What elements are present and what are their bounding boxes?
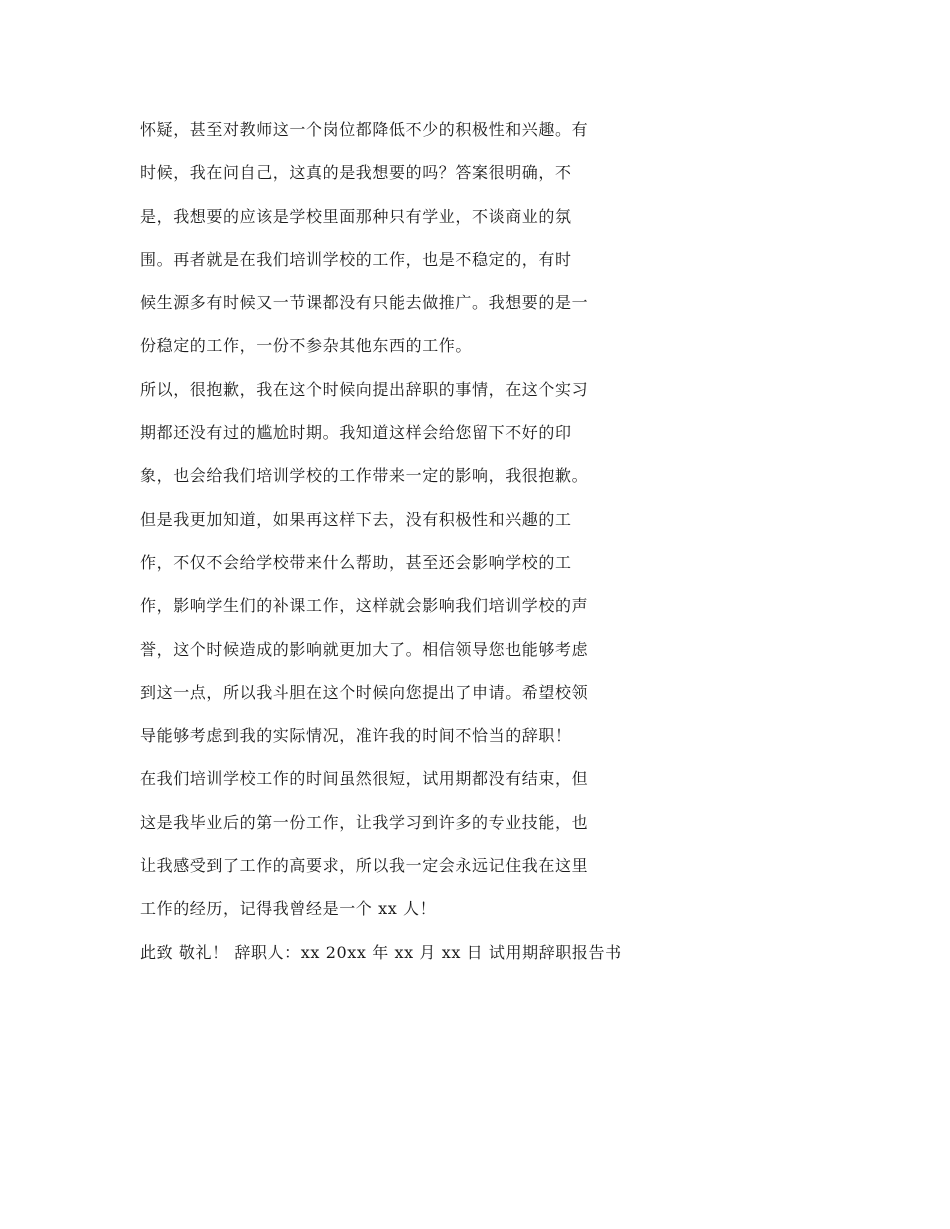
closing-signature-line: 此致 敬礼！ 辞职人：xx 20xx 年 xx 月 xx 日 试用期辞职报告书 [140, 942, 622, 962]
text-line: 作，不仅不会给学校带来什么帮助，甚至还会影响学校的工 [140, 552, 572, 572]
text-line: 让我感受到了工作的高要求，所以我一定会永远记住我在这里 [140, 856, 589, 876]
text-line: 份稳定的工作，一份不参杂其他东西的工作。 [140, 336, 473, 356]
text-line: 象，也会给我们培训学校的工作带来一定的影响，我很抱歉。 [140, 466, 589, 486]
text-line: 是，我想要的应该是学校里面那种只有学业，不谈商业的氛 [140, 206, 572, 226]
text-line: 在我们培训学校工作的时间虽然很短，试用期都没有结束，但 [140, 769, 589, 789]
text-line: 誉，这个时候造成的影响就更加大了。相信领导您也能够考虑 [140, 639, 589, 659]
text-line: 到这一点，所以我斗胆在这个时候向您提出了申请。希望校领 [140, 682, 589, 702]
text-line: 作，影响学生们的补课工作，这样就会影响我们培训学校的声 [140, 596, 589, 616]
text-line: 导能够考虑到我的实际情况，准许我的时间不恰当的辞职！ [140, 726, 572, 746]
text-line: 期都还没有过的尴尬时期。我知道这样会给您留下不好的印 [140, 423, 572, 443]
document-body [140, 108, 820, 974]
text-line: 但是我更加知道，如果再这样下去，没有积极性和兴趣的工 [140, 509, 572, 529]
text-line: 时候，我在问自己，这真的是我想要的吗？答案很明确，不 [140, 163, 572, 183]
text-line: 围。再者就是在我们培训学校的工作，也是不稳定的，有时 [140, 249, 572, 269]
text-line: 候生源多有时候又一节课都没有只能去做推广。我想要的是一 [140, 293, 589, 313]
text-line: 这是我毕业后的第一份工作，让我学习到许多的专业技能，也 [140, 812, 589, 832]
text-line: 所以，很抱歉，我在这个时候向提出辞职的事情，在这个实习 [140, 379, 589, 399]
text-line: 工作的经历，记得我曾经是一个 xx 人！ [140, 899, 437, 919]
text-line: 怀疑，甚至对教师这一个岗位都降低不少的积极性和兴趣。有 [140, 120, 589, 139]
